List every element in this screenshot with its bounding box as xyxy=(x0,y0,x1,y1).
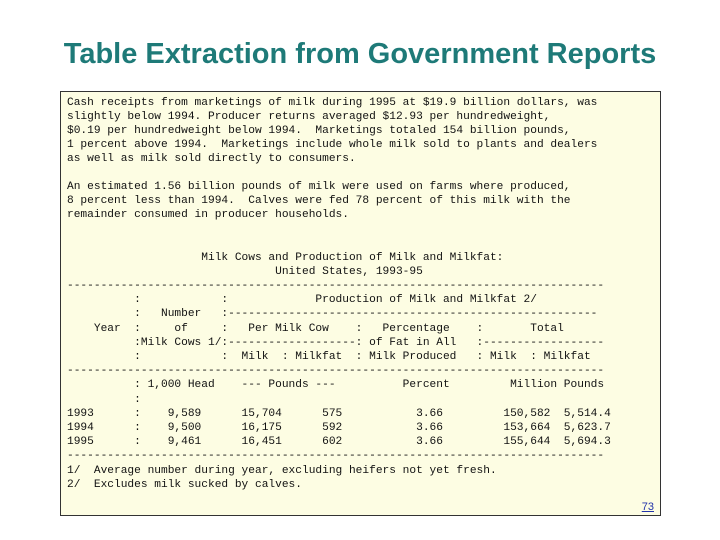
table-title: Milk Cows and Production of Milk and Milkfat: xyxy=(67,252,504,264)
table-rule: -------------------------------------------------------------------------------- xyxy=(67,450,605,462)
table-header-line: : Number :------------------------------------------------------- xyxy=(67,308,598,320)
table-units-line: : 1,000 Head --- Pounds --- Percent Million Pounds xyxy=(67,379,605,391)
footnote: 1/ Average number during year, excluding heifers not yet fresh. xyxy=(67,465,497,477)
doc-line: remainder consumed in producer households. xyxy=(67,209,349,221)
doc-line: Cash receipts from marketings of milk during 1995 at $19.9 billion dollars, was xyxy=(67,97,598,109)
doc-line: $0.19 per hundredweight below 1994. Marketings totaled 154 billion pounds, xyxy=(67,125,571,137)
table-spacer-line: : xyxy=(67,394,141,406)
slide-title: Table Extraction from Government Reports xyxy=(63,38,657,70)
table-subtitle: United States, 1993-95 xyxy=(67,266,423,278)
table-rule: -------------------------------------------------------------------------------- xyxy=(67,365,605,377)
table-header-line: : : Production of Milk and Milkfat 2/ xyxy=(67,294,537,306)
table-header-line: :Milk Cows 1/:-------------------: of Fat in All :------------------ xyxy=(67,337,605,349)
doc-line: slightly below 1994. Producer returns averaged $12.93 per hundredweight, xyxy=(67,111,551,123)
footnote: 2/ Excludes milk sucked by calves. xyxy=(67,479,302,491)
table-header-line: : : Milk : Milkfat : Milk Produced : Milk : Milkfat xyxy=(67,351,591,363)
table-row: 1993 : 9,589 15,704 575 3.66 150,582 5,514.4 xyxy=(67,408,611,420)
doc-line: An estimated 1.56 billion pounds of milk were used on farms where produced, xyxy=(67,181,571,193)
table-row: 1994 : 9,500 16,175 592 3.66 153,664 5,623.7 xyxy=(67,422,611,434)
doc-line: 1 percent above 1994. Marketings include whole milk sold to plants and dealers xyxy=(67,139,598,151)
page-number: 73 xyxy=(641,501,654,513)
table-header-line: Year : of : Per Milk Cow : Percentage : Total xyxy=(67,323,564,335)
doc-line: 8 percent less than 1994. Calves were fed 78 percent of this milk with the xyxy=(67,195,571,207)
table-rule: -------------------------------------------------------------------------------- xyxy=(67,280,605,292)
report-document-box xyxy=(60,91,661,516)
table-row: 1995 : 9,461 16,451 602 3.66 155,644 5,694.3 xyxy=(67,436,611,448)
doc-line: as well as milk sold directly to consumers. xyxy=(67,153,356,165)
